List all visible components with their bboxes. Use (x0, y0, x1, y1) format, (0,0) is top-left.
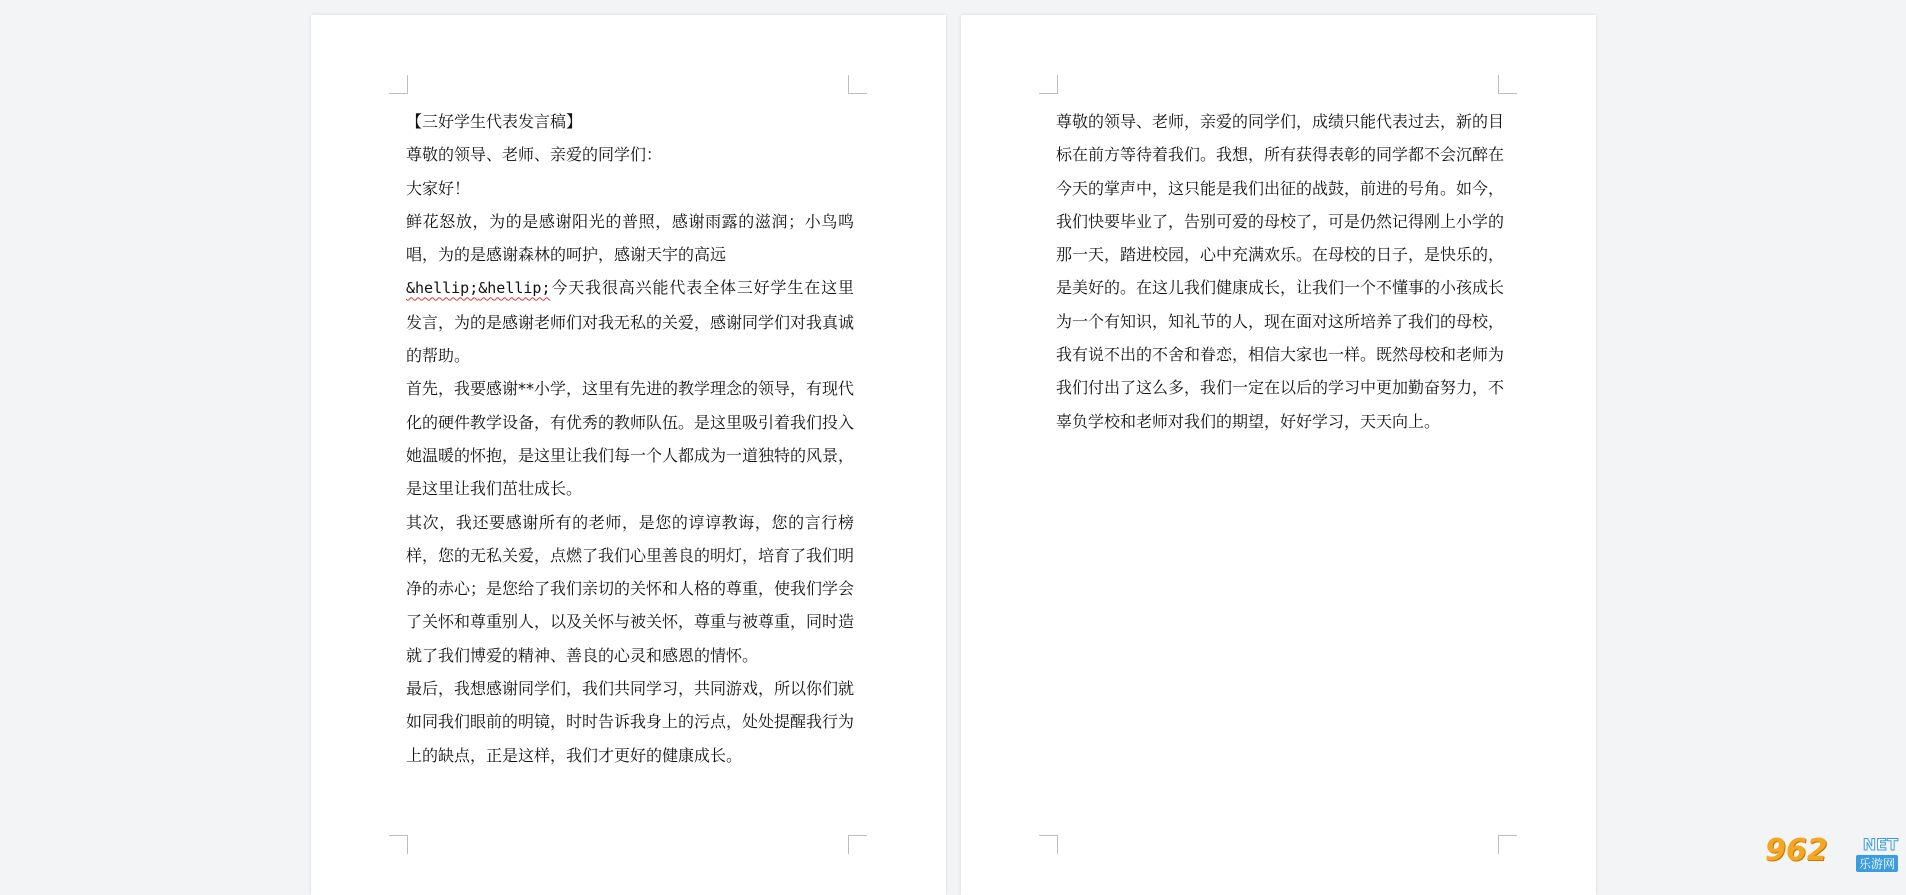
watermark-subtitle: 乐游网 (1856, 855, 1898, 872)
document-page-2 (961, 15, 1596, 895)
document-title: 【三好学生代表发言稿】 (406, 112, 583, 131)
document-page-1 (311, 15, 946, 895)
margin-corner-bottom-right (1498, 835, 1517, 854)
paragraph-4: 最后，我想感谢同学们，我们共同学习，共同游戏，所以你们就如同我们眼前的明镜，时时告诉我身上的污点，处处提醒我行为上的缺点，正是这样，我们才更好的健康成长。 (406, 679, 855, 765)
margin-corner-top-left (389, 75, 408, 94)
spellcheck-token: &hellip; (406, 279, 479, 298)
page-body[interactable] (1056, 105, 1504, 438)
page-body[interactable] (406, 105, 854, 772)
spellcheck-token: &hellip; (478, 279, 551, 298)
salutation: 尊敬的领导、老师、亲爱的同学们： (406, 145, 663, 165)
margin-corner-bottom-right (848, 835, 867, 854)
site-watermark-logo (1763, 833, 1898, 873)
watermark-suffix: NET (1862, 835, 1898, 854)
margin-corner-bottom-left (1039, 835, 1058, 854)
margin-corner-top-right (1498, 75, 1517, 94)
margin-corner-top-right (848, 75, 867, 94)
margin-corner-top-left (1039, 75, 1058, 94)
paragraph-5: 尊敬的领导、老师，亲爱的同学们，成绩只能代表过去，新的目标在前方等待着我们。我想，所有获得表彰的同学都不会沉醉在今天的掌声中，这只能是我们出征的战鼓，前进的号角。如今，我们快要毕业了，告别可爱的母校了，可是仍然记得刚上小学的那一天，踏进校园，心中充满欢乐。在母校的日子，是快乐的，是美好的。在这儿我们健康成长，让我们一个不懂事的小孩成长为一个有知识，知礼节的人，现在面对这所培养了我们的母校，我有说不出的不舍和眷恋，相信大家也一样。既然母校和老师为我们付出了这么多，我们一定在以后的学习中更加勤奋努力，不辜负学校和老师对我们的期望，好好学习，天天向上。 (1056, 112, 1505, 431)
watermark-brand: 962 (1765, 833, 1828, 868)
margin-corner-bottom-left (389, 835, 408, 854)
paragraph-1-text: 鲜花怒放，为的是感谢阳光的普照，感谢雨露的滋润；小鸟鸣唱，为的是感谢森林的呵护，感谢天宇的高远 (406, 211, 854, 265)
paragraph-1-continued: 今天我很高兴能代表全体三好学生在这里发言，为的是感谢老师们对我无私的关爱，感谢同学们对我真诚的帮助。 (406, 278, 855, 366)
greeting: 大家好！ (406, 178, 471, 198)
paragraph-2: 首先，我要感谢**小学，这里有先进的教学理念的领导，有现代化的硬件教学设备，有优秀的教师队伍。是这里吸引着我们投入她温暖的怀抱，是这里让我们每一个人都成为一道独特的风景，是这里让我们茁壮成长。 (406, 379, 855, 499)
paragraph-1 (406, 205, 854, 372)
paragraph-3: 其次，我还要感谢所有的老师，是您的谆谆教诲，您的言行榜样，您的无私关爱，点燃了我们心里善良的明灯，培育了我们明净的赤心；是您给了我们亲切的关怀和人格的尊重，使我们学会了关怀和尊重别人，以及关怀与被关怀，尊重与被尊重，同时造就了我们博爱的精神、善良的心灵和感恩的情怀。 (406, 512, 855, 665)
